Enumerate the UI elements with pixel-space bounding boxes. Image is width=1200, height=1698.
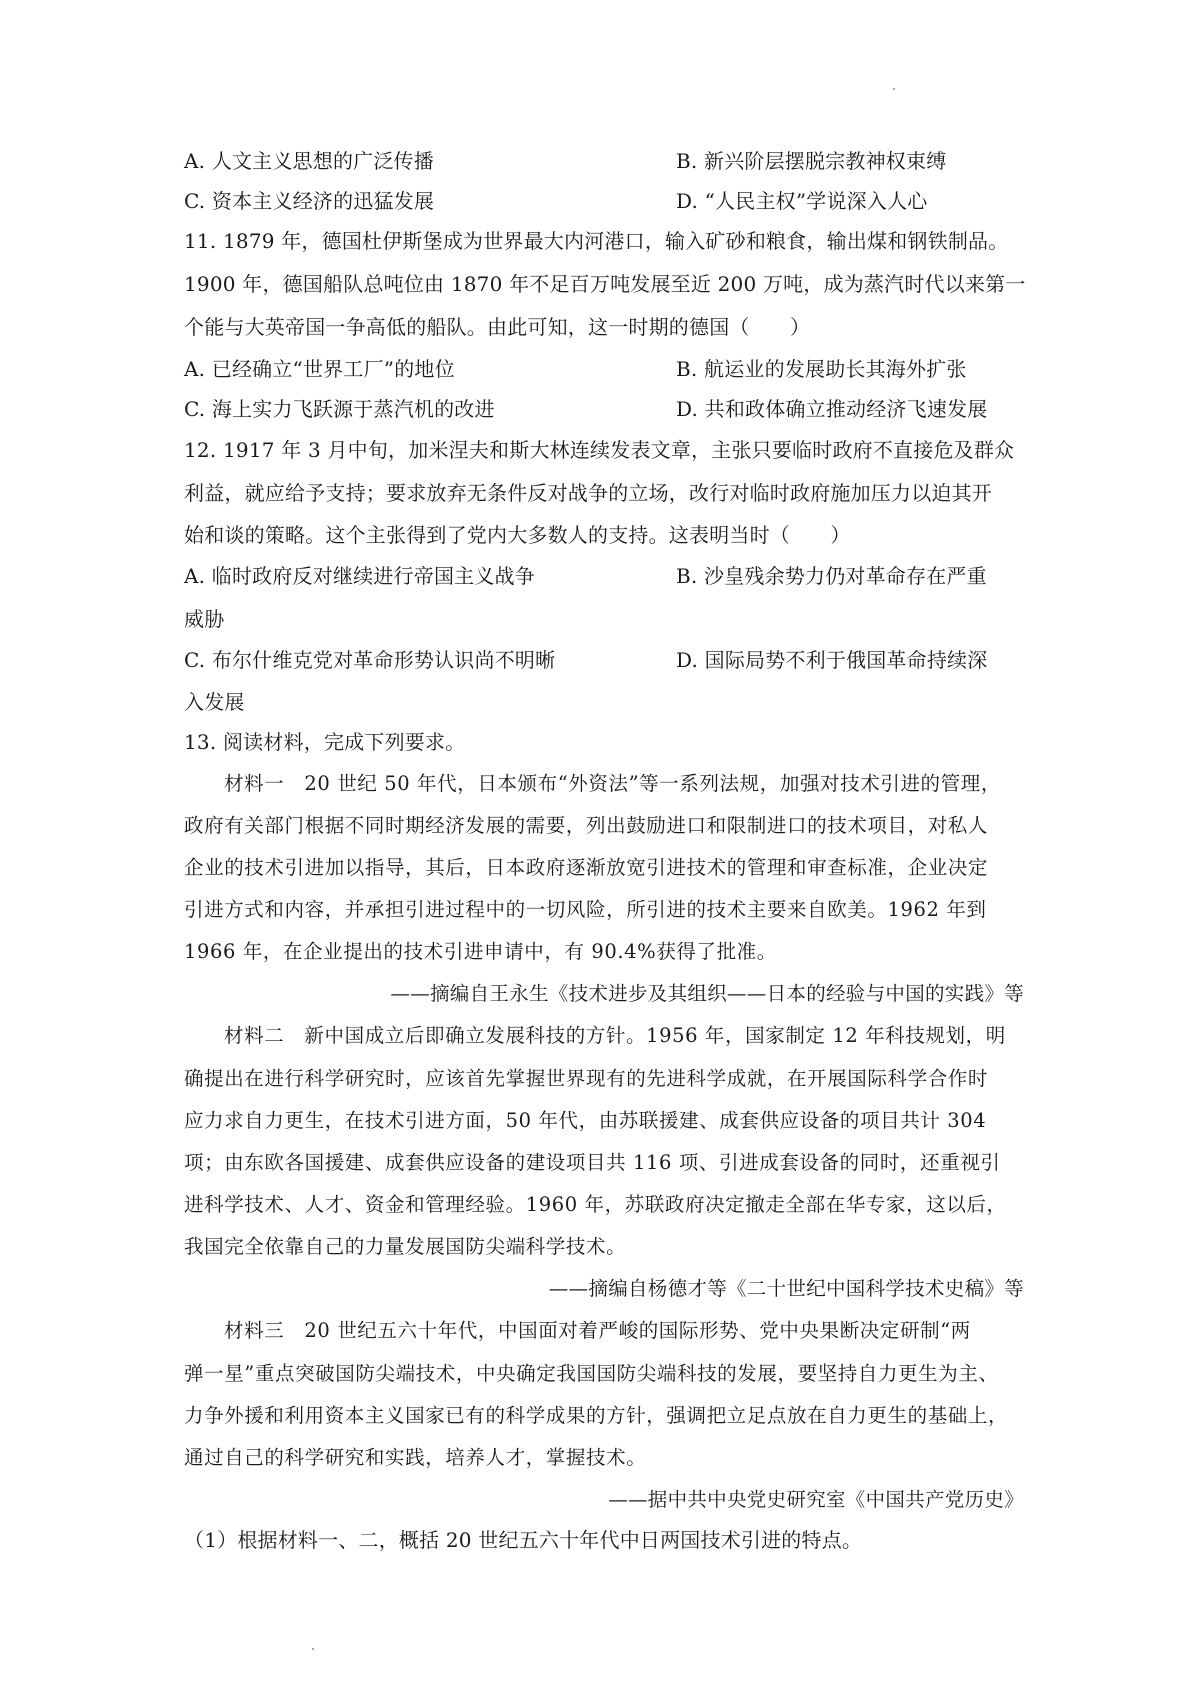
q11-stem-line-3: 个能与大英帝国一争高低的船队。由此可知，这一时期的德国（ ） xyxy=(184,315,811,339)
q12-stem-line-3: 始和谈的策略。这个主张得到了党内大多数人的支持。这表明当时（ ） xyxy=(184,523,851,547)
material-2-line-6: 我国完全依靠自己的力量发展国防尖端科学技术。 xyxy=(184,1235,627,1258)
q13-subquestion-1: （1）根据材料一、二，概括 20 世纪五六十年代中日两国技术引进的特点。 xyxy=(184,1528,863,1552)
q11-option-d: D. 共和政体确立推动经济飞速发展 xyxy=(676,397,988,421)
material-2-line-3: 应力求自力更生，在技术引进方面，50 年代，由苏联援建、成套供应设备的项目共计 304 xyxy=(184,1109,987,1132)
q10-option-b: B. 新兴阶层摆脱宗教神权束缚 xyxy=(676,149,947,173)
q12-option-a: A. 临时政府反对继续进行帝国主义战争 xyxy=(184,564,535,588)
material-3-line-3: 力争外援和利用资本主义国家已有的科学成果的方针，强调把立足点放在自力更生的基础上， xyxy=(184,1404,1009,1427)
q11-option-a: A. 已经确立“世界工厂”的地位 xyxy=(184,357,455,381)
q13-stem: 13. 阅读材料，完成下列要求。 xyxy=(184,730,466,754)
material-3-line-4: 通过自己的科学研究和实践，培养人才，掌握技术。 xyxy=(184,1446,647,1469)
material-1-line-2: 政府有关部门根据不同时期经济发展的需要，列出鼓励进口和限制进口的技术项目，对私人 xyxy=(184,814,989,837)
q12-option-c: C. 布尔什维克党对革命形势认识尚不明晰 xyxy=(184,648,556,672)
q12-option-d: D. 国际局势不利于俄国革命持续深 xyxy=(676,648,988,672)
material-2-line-5: 进科学技术、人才、资金和管理经验。1960 年，苏联政府决定撤走全部在华专家，这以后， xyxy=(184,1193,1007,1216)
material-3-source: ——据中共中央党史研究室《中国共产党历史》 xyxy=(608,1488,1024,1511)
material-1-source: ——摘编自王永生《技术进步及其组织——日本的经验与中国的实践》等 xyxy=(390,982,1024,1005)
material-2-line-4: 项；由东欧各国援建、成套供应设备的建设项目共 116 项、引进成套设备的同时，还重视引 xyxy=(184,1151,1001,1174)
material-1-line-4: 引进方式和内容，并承担引进过程中的一切风险，所引进的技术主要来自欧美。1962 年到 xyxy=(184,898,987,921)
q11-option-b: B. 航运业的发展助长其海外扩张 xyxy=(676,357,967,381)
material-2-line-2: 确提出在进行科学研究时，应该首先掌握世界现有的先进科学成就，在开展国际科学合作时 xyxy=(184,1067,989,1090)
material-2-source: ——摘编自杨德才等《二十世纪中国科学技术史稿》等 xyxy=(548,1277,1024,1300)
q12-option-d-continued: 入发展 xyxy=(184,690,245,714)
q12-stem-line-1: 12. 1917 年 3 月中旬，加米涅夫和斯大林连续发表文章，主张只要临时政府不直接危及群众 xyxy=(184,438,1015,462)
q12-stem-line-2: 利益，就应给予支持；要求放弃无条件反对战争的立场，改行对临时政府施加压力以迫其开 xyxy=(184,481,992,505)
scan-speck xyxy=(312,1648,314,1650)
material-3-line-1: 材料三 20 世纪五六十年代，中国面对着严峻的国际形势、党中央果断决定研制“两 xyxy=(224,1319,971,1342)
q10-option-c: C. 资本主义经济的迅猛发展 xyxy=(184,189,435,213)
q11-stem-line-1: 11. 1879 年，德国杜伊斯堡成为世界最大内河港口，输入矿砂和粮食，输出煤和钢铁制品。 xyxy=(184,229,1009,253)
scan-speck xyxy=(893,88,895,90)
q10-option-a: A. 人文主义思想的广泛传播 xyxy=(184,149,434,173)
q12-option-b-continued: 威胁 xyxy=(184,607,225,631)
q10-option-d: D. “人民主权”学说深入人心 xyxy=(676,189,928,213)
material-1-line-3: 企业的技术引进加以指导，其后，日本政府逐渐放宽引进技术的管理和审查标准，企业决定 xyxy=(184,856,989,879)
q11-stem-line-2: 1900 年，德国船队总吨位由 1870 年不足百万吨发展至近 200 万吨，成为蒸汽时代以来第一 xyxy=(184,272,1026,296)
q12-option-b: B. 沙皇残余势力仍对革命存在严重 xyxy=(676,564,987,588)
material-3-line-2: 弹一星”重点突破国防尖端技术，中央确定我国国防尖端科技的发展，要坚持自力更生为主、 xyxy=(184,1362,999,1385)
q11-option-c: C. 海上实力飞跃源于蒸汽机的改进 xyxy=(184,397,495,421)
material-1-line-1: 材料一 20 世纪 50 年代，日本颁布“外资法”等一系列法规，加强对技术引进的管理， xyxy=(224,772,1001,795)
material-1-line-5: 1966 年，在企业提出的技术引进申请中，有 90.4%获得了批准。 xyxy=(184,940,777,963)
material-2-line-1: 材料二 新中国成立后即确立发展科技的方针。1956 年，国家制定 12 年科技规划，明 xyxy=(224,1024,1006,1047)
